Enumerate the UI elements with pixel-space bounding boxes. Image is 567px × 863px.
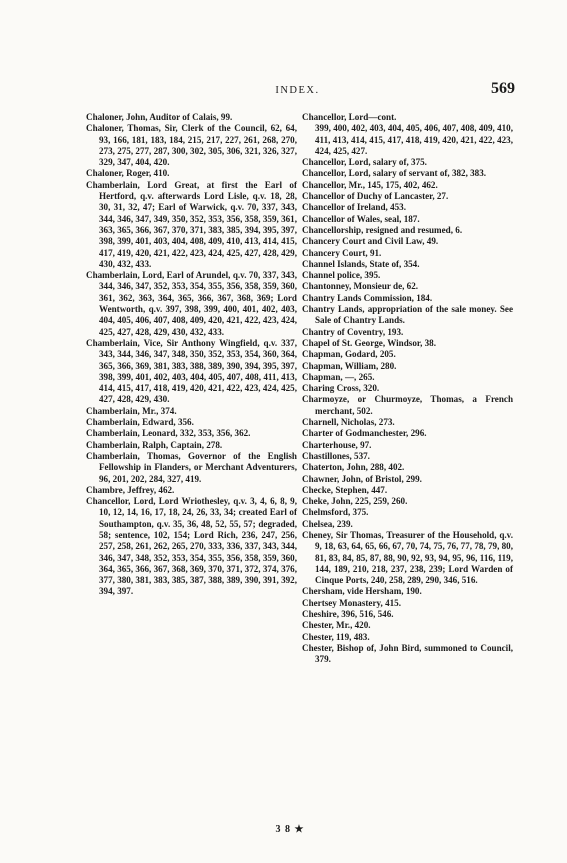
index-entry: Chertsey Monastery, 415. — [302, 597, 402, 608]
index-entry: Chelsea, 239. — [302, 518, 353, 529]
index-entry: Chancellor, Lord, salary of, 375. — [302, 157, 427, 168]
printer-signature-mark: 3 8 ★ — [275, 824, 305, 835]
index-entry: Cheshire, 396, 516, 546. — [302, 609, 394, 620]
index-entry: Chantry Lands, appropriation of the sale money. See Sale of Chantry Lands. — [302, 304, 513, 326]
index-entry: Chaterton, John, 288, 402. — [302, 462, 405, 473]
index-entry: Cheke, John, 225, 259, 260. — [302, 496, 408, 507]
index-entry: Chambre, Jeffrey, 462. — [86, 484, 175, 495]
index-entry: Chantry of Coventry, 193. — [302, 326, 404, 337]
index-entry: Chester, 119, 483. — [302, 631, 370, 642]
index-entry: Chancellor, Lord, Lord Wriothesley, q.v. 3, 4, 6, 8, 9, 10, 12, 14, 16, 17, 18, 24, 26, 33, 34; created Earl of Southampton, q.v. 35, 36, 48, 52, 55, 57; degraded, 58; sentence, 102, 154; Lord Rich, 236, 247, 256, 257, 258, 261, 262, 265, 270, 333, 336, 337, 343, 344, 346, 347, 348, 352, 353, 354, 355, 356, 358, 359, 360, 364, 365, 366, 367, 368, 369, 370, 371, 372, 374, 376, 377, 380, 381, 383, 385, 387, 388, 389, 390, 391, 392, 394, 397. — [86, 496, 297, 597]
index-entry: Chancery Court and Civil Law, 49. — [302, 236, 439, 247]
index-entry: Chancellorship, resigned and resumed, 6. — [302, 224, 463, 235]
index-entry: 399, 400, 402, 403, 404, 405, 406, 407, 408, 409, 410, 411, 413, 414, 415, 417, 418, 419, 420, 421, 422, 423, 424, 425, 427. — [315, 123, 513, 156]
index-entry: Chancery Court, 91. — [302, 247, 382, 258]
index-entry: Chamberlain, Thomas, Governor of the English Fellowship in Flanders, or Merchant Adventurers, 96, 201, 202, 284, 327, 419. — [86, 450, 297, 484]
index-entry: Chamberlain, Ralph, Captain, 278. — [86, 439, 223, 450]
index-entry: Charmoyze, or Churmoyze, Thomas, a French merchant, 502. — [302, 394, 513, 416]
index-entry: Chamberlain, Vice, Sir Anthony Wingfield, q.v. 337, 343, 344, 346, 347, 348, 350, 352, 353, 354, 360, 364, 365, 366, 369, 381, 383, 388, 389, 390, 394, 395, 397, 398, 399, 401, 402, 403, 404, 405, 407, 408, 411, 413, 414, 415, 417, 418, 419, 420, 421, 422, 423, 424, 425, 427, 428, 429, 430. — [86, 337, 297, 405]
index-entry: Charterhouse, 97. — [302, 439, 372, 450]
page-number: 569 — [491, 80, 515, 97]
index-entry: Checke, Stephen, 447. — [302, 484, 388, 495]
index-entry: Chelmsford, 375. — [302, 507, 369, 518]
index-entry: Chancellor of Duchy of Lancaster, 27. — [302, 191, 449, 202]
index-entry: Chancellor, Lord—cont. — [302, 112, 397, 122]
index-entry: Chapman, William, 280. — [302, 360, 397, 371]
index-entry: Chamberlain, Lord Great, at first the Earl of Hertford, q.v. afterwards Lord Lisle, q.v. 18, 28, 30, 31, 32, 47; Earl of Warwick, q.v. 70, 337, 343, 344, 346, 347, 349, 350, 352, 353, 356, 358, 359, 361, 363, 365, 366, 367, 370, 371, 383, 385, 394, 395, 397, 398, 399, 401, 403, 404, 408, 409, 410, 413, 414, 415, 417, 419, 420, 421, 422, 423, 424, 425, 427, 428, 429, 430, 432, 433. — [86, 179, 297, 269]
index-entry: Chapel of St. George, Windsor, 38. — [302, 337, 436, 348]
index-entry: Chawner, John, of Bristol, 299. — [302, 473, 422, 484]
index-entry: Chancellor of Ireland, 453. — [302, 202, 406, 213]
page-header — [80, 80, 515, 100]
index-entry: Chaloner, Roger, 410. — [86, 168, 170, 179]
index-entry: Chester, Mr., 420. — [302, 620, 371, 631]
running-title: INDEX. — [275, 85, 320, 96]
index-entry: Chamberlain, Mr., 374. — [86, 405, 177, 416]
index-entry: Channel Islands, State of, 354. — [302, 258, 420, 269]
index-entry: Chantry Lands Commission, 184. — [302, 292, 433, 303]
index-entry: Chaloner, Thomas, Sir, Clerk of the Council, 62, 64, 93, 166, 181, 183, 184, 215, 217, 227, 261, 268, 270, 273, 275, 277, 287, 300, 302, 305, 306, 321, 326, 327, 329, 347, 404, 420. — [86, 123, 297, 168]
index-entry: Chancellor of Wales, seal, 187. — [302, 213, 420, 224]
index-column-right — [302, 112, 513, 666]
index-entry: Chastillones, 537. — [302, 450, 370, 461]
index-entry: Chersham, vide Hersham, 190. — [302, 586, 422, 597]
index-entry: Chaloner, John, Auditor of Calais, 99. — [86, 112, 233, 122]
index-entry: Charnell, Nicholas, 273. — [302, 417, 395, 428]
index-entry: Chamberlain, Lord, Earl of Arundel, q.v. 70, 337, 343, 344, 346, 347, 352, 353, 354, 355, 356, 358, 359, 360, 361, 362, 363, 364, 365, 366, 367, 368, 369; Lord Wentworth, q.v. 397, 398, 399, 400, 401, 402, 403, 404, 405, 406, 407, 408, 409, 420, 421, 422, 423, 424, 425, 427, 428, 429, 430, 432, 433. — [86, 270, 297, 337]
index-entry: Chamberlain, Leonard, 332, 353, 356, 362. — [86, 428, 251, 439]
index-entry: Chapman, Godard, 205. — [302, 349, 396, 360]
index-entry: Chamberlain, Edward, 356. — [86, 417, 194, 428]
index-entry: Charter of Godmanchester, 296. — [302, 428, 427, 439]
index-entry: Chancellor, Lord, salary of servant of, 382, 383. — [302, 168, 487, 179]
index-entry: Cheney, Sir Thomas, Treasurer of the Household, q.v. 9, 18, 63, 64, 65, 66, 67, 70, 74, 75, 76, 77, 78, 79, 80, 81, 83, 84, 85, 87, 88, 90, 92, 93, 94, 95, 96, 116, 119, 144, 189, 210, 218, 237, 238, 239; Lord Warden of Cinque Ports, 240, 258, 289, 290, 346, 516. — [302, 529, 513, 586]
index-entry: Chancellor, Mr., 145, 175, 402, 462. — [302, 179, 438, 190]
index-entry: Charing Cross, 320. — [302, 383, 380, 394]
index-column-left — [86, 112, 297, 598]
index-entry: Chester, Bishop of, John Bird, summoned to Council, 379. — [302, 642, 513, 665]
index-entry: Chantonney, Monsieur de, 62. — [302, 281, 419, 292]
index-entry: Chapman, —, 265. — [302, 371, 375, 382]
index-entry: Channel police, 395. — [302, 270, 381, 281]
